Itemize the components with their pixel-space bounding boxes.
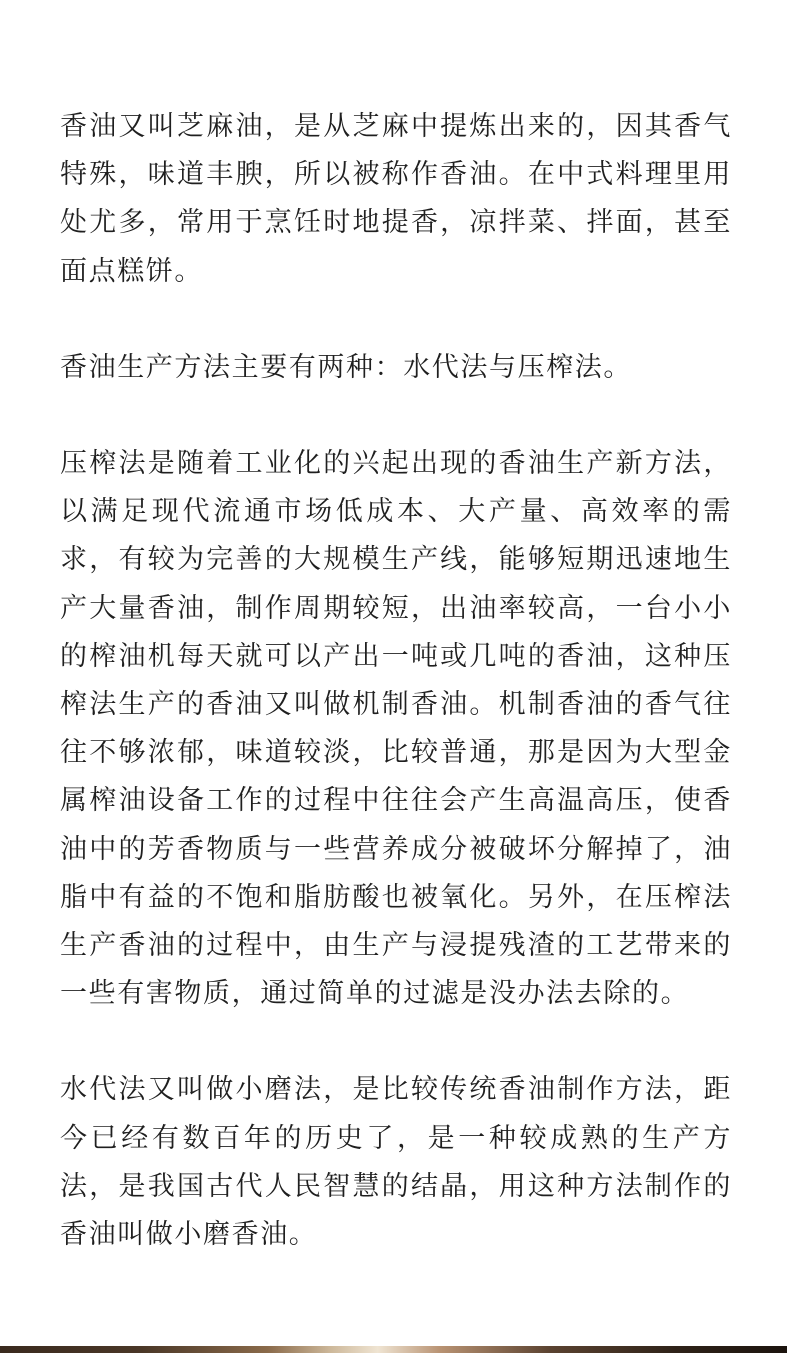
photo-image-edge [0, 1346, 787, 1353]
paragraph-water-method: 水代法又叫做小磨法，是比较传统香油制作方法，距今已经有数百年的历史了，是一种较成熟的生产方法，是我国古代人民智慧的结晶，用这种方法制作的香油叫做小磨香油。 [60, 1074, 732, 1251]
paragraph-pressing-method: 压榨法是随着工业化的兴起出现的香油生产新方法，以满足现代流通市场低成本、大产量、高效率的需求，有较为完善的大规模生产线，能够短期迅速地生产大量香油，制作周期较短，出油率较高，一台小小的榨油机每天就可以产出一吨或几吨的香油，这种压榨法生产的香油又叫做机制香油。机制香油的香气往往不够浓郁，味道较淡，比较普通，那是因为大型金属榨油设备工作的过程中往往会产生高温高压，使香油中的芳香物质与一些营养成分被破坏分解掉了，油脂中有益的不饱和脂肪酸也被氧化。另外，在压榨法生产香油的过程中，由生产与浸提残渣的工艺带来的一些有害物质，通过简单的过滤是没办法去除的。 [60, 448, 732, 1010]
paragraph-intro: 香油又叫芝麻油，是从芝麻中提炼出来的，因其香气特殊，味道丰腴，所以被称作香油。在中式料理里用处尤多，常用于烹饪时地提香，凉拌菜、拌面，甚至面点糕饼。 [60, 111, 732, 287]
paragraph-methods: 香油生产方法主要有两种：水代法与压榨法。 [60, 351, 632, 383]
article-body [60, 103, 732, 1259]
